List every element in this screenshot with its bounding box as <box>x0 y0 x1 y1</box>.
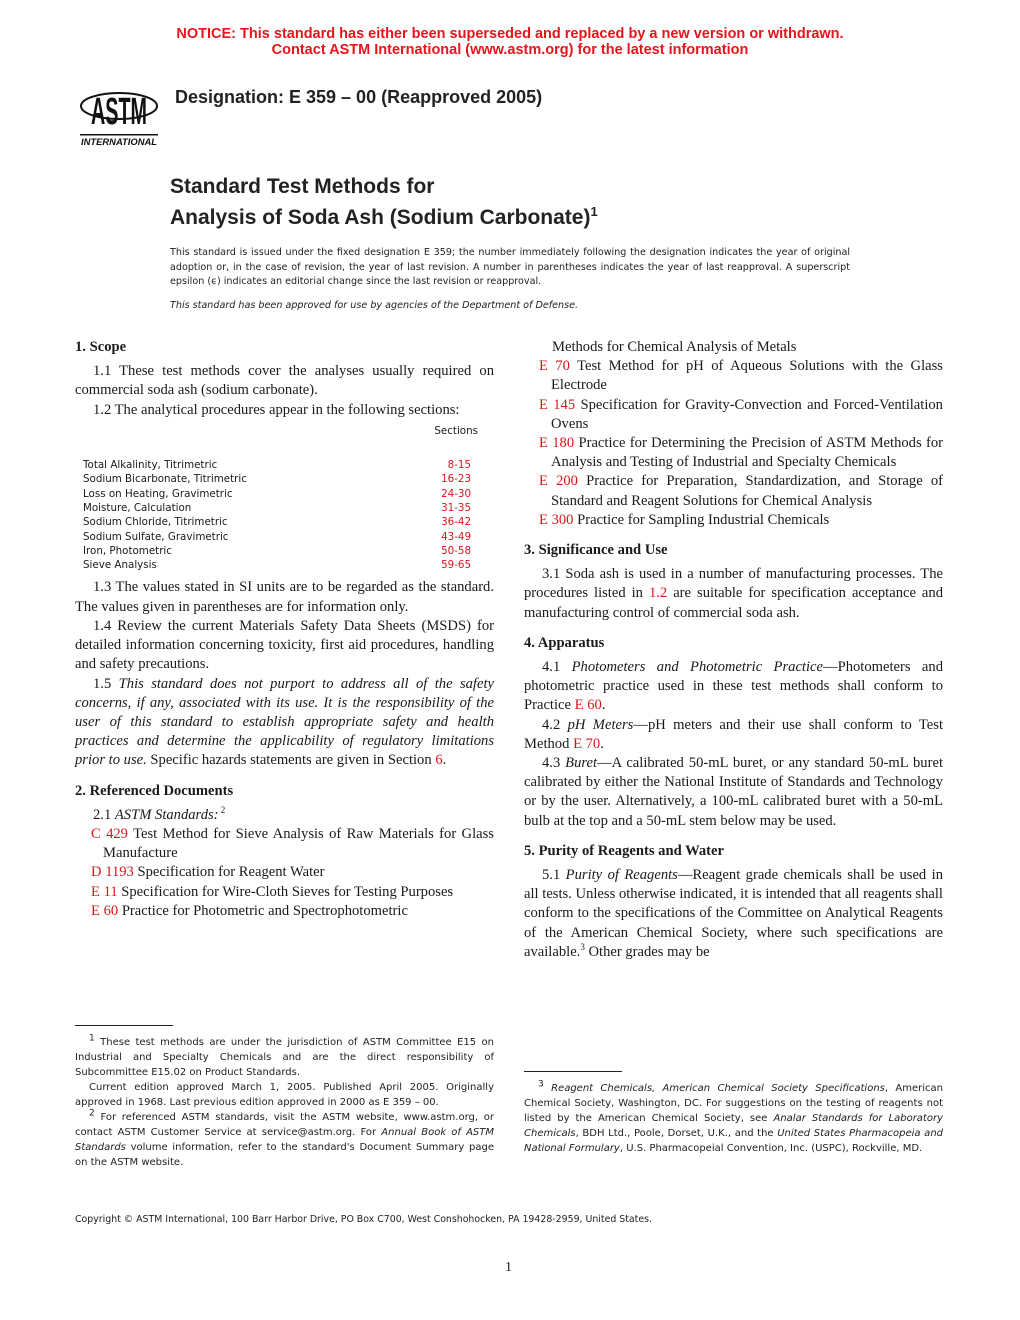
text-segment: pH Meters <box>567 716 634 733</box>
analysis-name: Sieve Analysis <box>83 559 157 572</box>
text-segment: —Reagent grade chemicals shall be used in all tests. Unless otherwise indicated, it is intended that all reagents shall conform to the specifications of the Committee on Analytical Reagents of the American Chemical Society, where such specifications are available. <box>524 867 943 960</box>
right-column <box>524 338 943 962</box>
title-line-2-text: Analysis of Soda Ash (Sodium Carbonate) <box>170 206 591 229</box>
text-segment: , BDH Ltd., Poole, Dorset, U.K., and the <box>575 1128 778 1139</box>
paragraph <box>75 806 494 825</box>
text-segment: are suitable for specification acceptance and manufacturing control of commercial soda ash. <box>524 585 944 621</box>
paragraph <box>75 617 494 675</box>
text-segment: 4.2 <box>542 716 568 733</box>
table-row <box>75 530 494 544</box>
section-range-link[interactable]: 16-23 <box>441 473 471 486</box>
text-segment: 4. Apparatus <box>524 634 605 651</box>
reference-link[interactable]: E 70 <box>539 358 570 375</box>
footnote <box>524 1081 943 1156</box>
text-segment: Test Method for Sieve Analysis of Raw Materials for Glass Manufacture <box>103 825 494 862</box>
copyright: Copyright © ASTM International, 100 Barr Harbor Drive, PO Box C700, West Conshohocken, PA 19428-2959, United States. <box>75 1214 652 1225</box>
section-range-link[interactable]: 24-30 <box>441 487 471 500</box>
paragraph <box>524 716 943 754</box>
text-segment: Analar Standards for Laboratory Chemicals <box>524 1113 943 1139</box>
reference-link[interactable]: E 60 <box>91 902 119 919</box>
analysis-name: Sodium Sulfate, Gravimetric <box>83 530 229 543</box>
text-segment: . <box>600 735 604 752</box>
paragraph <box>75 675 494 771</box>
designation: Designation: E 359 – 00 (Reapproved 2005) <box>175 87 543 107</box>
reference-link[interactable]: E 145 <box>539 396 576 413</box>
section-range-link[interactable]: 36-42 <box>441 516 471 529</box>
reference-link[interactable]: D 1193 <box>91 864 134 881</box>
text-segment: 2. Referenced Documents <box>75 782 234 799</box>
table-row <box>75 515 494 529</box>
footnote-superscript: 3 <box>580 942 585 953</box>
document-title <box>170 174 598 230</box>
left-column <box>75 338 494 921</box>
text-segment: Practice for Sampling Industrial Chemicals <box>573 511 830 528</box>
supersession-notice <box>0 26 1020 58</box>
text-segment: 1.3 The values stated in SI units are to be regarded as the standard. The values given in parentheses are for information only. <box>75 579 494 615</box>
reference-link[interactable]: E 300 <box>539 511 574 528</box>
text-segment: —pH meters and their use shall conform to Test Method <box>524 716 944 752</box>
reference-link[interactable]: C 429 <box>91 825 128 842</box>
section-heading <box>524 541 943 560</box>
paragraph <box>524 658 943 716</box>
reference-link[interactable]: 6 <box>435 752 443 769</box>
text-segment: Current edition approved March 1, 2005. Published April 2005. Originally approved in 1968. Last previous edition approved in 2000 as E 359 – 00. <box>75 1082 494 1108</box>
table-row <box>75 458 494 472</box>
referenced-document <box>524 338 943 357</box>
footnote <box>75 1110 494 1170</box>
section-heading <box>524 634 943 653</box>
reference-link[interactable]: E 200 <box>539 473 578 490</box>
table-row <box>75 558 494 572</box>
text-segment: Specification for Wire-Cloth Sieves for Testing Purposes <box>117 883 454 900</box>
paragraph <box>75 362 494 400</box>
footnotes-left <box>75 1035 494 1170</box>
text-segment: . <box>442 752 447 769</box>
title-line-1: Standard Test Methods for <box>170 175 435 198</box>
table-row <box>75 472 494 486</box>
section-range-link[interactable]: 31-35 <box>441 502 471 514</box>
analysis-name: Total Alkalinity, Titrimetric <box>83 459 218 472</box>
text-segment: Reagent Chemicals, American Chemical Society Specifications <box>551 1083 885 1094</box>
reference-link[interactable]: E 11 <box>91 883 118 900</box>
sections-header: Sections <box>434 424 478 437</box>
referenced-document <box>524 511 943 530</box>
text-segment: These test methods are under the jurisdiction of ASTM Committee E15 on Industrial and Specialty Chemicals and are the direct responsibility of Subcommittee E15.02 on Product Standards. <box>75 1037 494 1078</box>
footnote <box>75 1035 494 1080</box>
text-segment: 1.2 The analytical procedures appear in the following sections: <box>93 401 460 418</box>
referenced-document <box>75 863 494 882</box>
table-row <box>75 487 494 501</box>
text-segment: 1.1 These test methods cover the analyses usually required on commercial soda ash (sodium carbonate). <box>75 363 494 399</box>
text-segment: 1.4 Review the current Materials Safety Data Sheets (MSDS) for detailed information concerning toxicity, first aid procedures, handling and safety precautions. <box>75 617 494 673</box>
text-segment: 4.1 <box>542 659 572 676</box>
section-range-link[interactable]: 50-58 <box>441 544 471 557</box>
notice-line-1: NOTICE: This standard has either been superseded and replaced by a new version or withdrawn. <box>176 26 844 42</box>
referenced-document <box>524 357 943 395</box>
referenced-document <box>75 825 494 863</box>
referenced-document <box>75 902 494 921</box>
page-number: 1 <box>505 1260 512 1275</box>
text-segment: Annual Book of ASTM Standards <box>75 1127 495 1153</box>
footnote <box>75 1080 494 1110</box>
section-range-link[interactable]: 59-65 <box>441 559 471 572</box>
section-heading <box>75 782 494 801</box>
paragraph <box>524 565 943 623</box>
analysis-name: Loss on Heating, Gravimetric <box>83 487 233 500</box>
text-segment: Methods for Chemical Analysis of Metals <box>552 339 797 355</box>
text-segment: —A calibrated 50-mL buret, or any standard 50-mL buret calibrated by either the National Institute of Standards and Technology or by the user. Alternatively, a 100-mL calibrated buret with a 50-mL bulb at the top and a 50-mL stem below may be used. <box>524 755 943 829</box>
section-heading <box>75 338 494 357</box>
text-segment: 1. Scope <box>75 339 127 355</box>
section-range-link[interactable]: 8-15 <box>447 459 471 472</box>
referenced-document <box>524 472 943 510</box>
text-segment: Practice for Photometric and Spectrophotometric <box>118 902 408 919</box>
footnotes-right <box>524 1081 943 1156</box>
text-segment: 5. Purity of Reagents and Water <box>524 842 724 859</box>
text-segment: Purity of Reagents <box>565 867 678 884</box>
reference-link[interactable]: E 180 <box>539 435 575 452</box>
footnote-divider-left <box>75 1025 173 1026</box>
paragraph <box>75 401 494 420</box>
analysis-name: Moisture, Calculation <box>83 502 192 514</box>
sections-table <box>75 424 494 573</box>
text-segment: ASTM Standards: <box>114 806 219 823</box>
astm-logo <box>78 76 160 148</box>
table-row <box>75 544 494 558</box>
notice-line-2[interactable]: Contact ASTM International (www.astm.org) for the latest information <box>271 42 749 58</box>
referenced-document <box>75 883 494 902</box>
text-segment: Specification for Reagent Water <box>133 864 325 881</box>
text-segment: 3. Significance and Use <box>524 542 668 559</box>
text-segment: 1.5 <box>93 675 119 692</box>
section-range-link[interactable]: 43-49 <box>441 530 471 543</box>
reference-link[interactable]: E 70 <box>573 735 601 752</box>
text-segment: , U.S. Pharmacopeial Convention, Inc. (USPC), Rockville, MD. <box>619 1143 923 1154</box>
footnote-superscript: 3 <box>538 1079 544 1090</box>
text-segment: Other grades may be <box>584 943 710 960</box>
text-segment: 2.1 <box>93 806 115 823</box>
analysis-name: Sodium Bicarbonate, Titrimetric <box>83 473 247 486</box>
svg-text:ASTM: ASTM <box>91 91 147 133</box>
issuance-note: This standard is issued under the fixed designation E 359; the number immediately following the designation indicates the year of original adoption or, in the case of revision, the year of last revision. A number in parentheses indicates the year of last reapproval. A superscript epsilon (ϵ) indicates an editorial change since the last revision or reapproval. <box>170 247 850 287</box>
text-segment: 3.1 Soda ash is used in a number of manufacturing processes. The procedures listed in <box>524 566 943 602</box>
analysis-name: Iron, Photometric <box>83 544 172 557</box>
paragraph <box>75 578 494 616</box>
section-heading <box>524 842 943 861</box>
text-segment: For referenced ASTM standards, visit the ASTM website, www.astm.org, or contact ASTM Customer Service at service@astm.org. For <box>75 1112 494 1138</box>
text-segment: United States Pharmacopeia and National Formulary <box>524 1128 943 1154</box>
title-line-2 <box>170 199 598 230</box>
analysis-name: Sodium Chloride, Titrimetric <box>83 516 228 529</box>
dod-approval-note: This standard has been approved for use by agencies of the Department of Defense. <box>170 300 579 311</box>
referenced-document <box>524 434 943 472</box>
text-segment: Practice for Determining the Precision of ASTM Methods for Analysis and Testing of Industrial and Specialty Chemicals <box>551 435 943 471</box>
text-segment: Buret <box>565 755 598 772</box>
text-segment: Test Method for pH of Aqueous Solutions with the Glass Electrode <box>551 358 943 394</box>
text-segment: 4.3 <box>542 755 566 772</box>
text-segment: Specific hazards statements are given in Section <box>146 752 436 769</box>
svg-text:INTERNATIONAL: INTERNATIONAL <box>81 137 157 147</box>
footnote-superscript: 1 <box>89 1033 95 1044</box>
referenced-document <box>524 396 943 434</box>
text-segment: 5.1 <box>542 867 566 884</box>
text-segment: Specification for Gravity-Convection and Forced-Ventilation Ovens <box>551 396 943 432</box>
table-row <box>75 501 494 515</box>
text-segment: Practice for Preparation, Standardization, and Storage of Standard and Reagent Solutions for Chemical Analysis <box>551 473 943 509</box>
footnote-superscript: 2 <box>218 804 226 815</box>
text-segment: , American Chemical Society, Washington, DC. For suggestions on the testing of reagents not listed by the American Chemical Society, see <box>524 1083 944 1124</box>
footnote-superscript: 2 <box>89 1108 95 1119</box>
text-segment: Photometers and Photometric Practice <box>571 659 823 676</box>
text-segment: volume information, refer to the standard's Document Summary page on the ASTM website. <box>75 1142 494 1168</box>
footnote-divider-right <box>524 1071 622 1072</box>
reference-link[interactable]: 1.2 <box>648 585 668 602</box>
text-segment: —Photometers and photometric practice used in these test methods shall conform to Practice <box>524 659 944 714</box>
reference-link[interactable]: E 60 <box>574 697 602 714</box>
text-segment <box>544 1083 551 1094</box>
text-segment: . <box>601 697 606 714</box>
text-segment: This standard does not purport to address all of the safety concerns, if any, associated with its use. It is the responsibility of the user of this standard to establish appropriate safety and health practices and determine the applicability of regulatory limitations prior to use. <box>75 675 494 769</box>
paragraph <box>524 754 943 831</box>
footnote-ref-1[interactable]: 1 <box>590 204 598 219</box>
paragraph <box>524 866 943 962</box>
